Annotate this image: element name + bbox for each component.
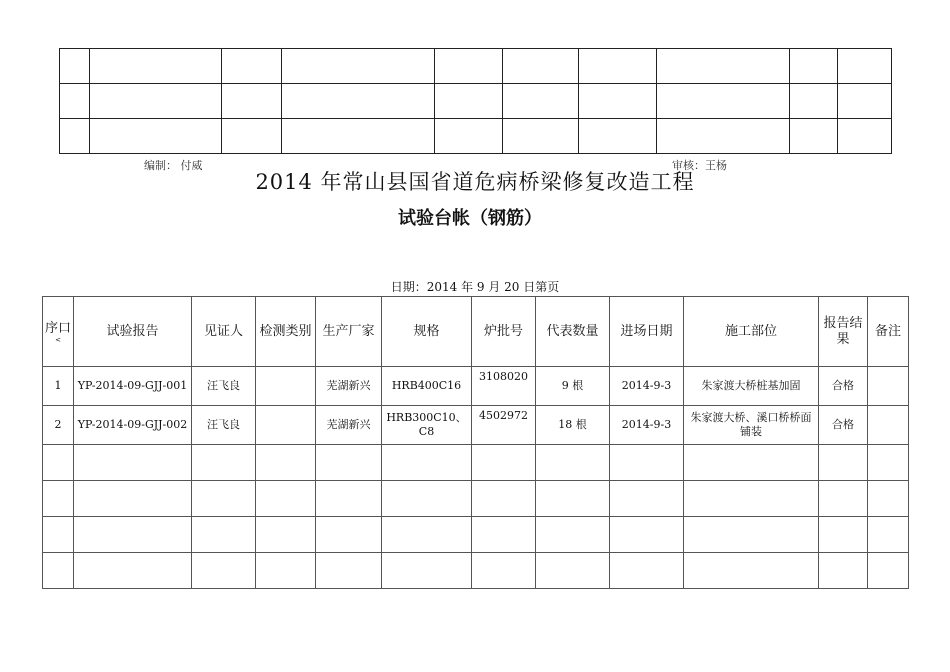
empty-cell [74, 445, 192, 481]
header-seq-mark: < [55, 335, 61, 344]
reviewer-signature: 审核：王杨 [672, 159, 727, 172]
cell-test-type [256, 367, 316, 406]
empty-cell [316, 517, 382, 553]
empty-cell [503, 84, 579, 119]
empty-cell [43, 553, 74, 589]
cell-date: 2014-9-3 [610, 367, 684, 406]
empty-cell [382, 481, 472, 517]
header-location: 施工部位 [684, 297, 819, 367]
empty-cell [610, 517, 684, 553]
empty-cell [868, 481, 909, 517]
empty-cell [472, 517, 536, 553]
empty-cell [868, 445, 909, 481]
empty-row [60, 49, 892, 84]
header-maker: 生产厂家 [316, 297, 382, 367]
empty-cell [684, 481, 819, 517]
empty-cell [838, 84, 892, 119]
empty-cell [536, 517, 610, 553]
empty-cell [282, 119, 435, 154]
empty-cell [43, 481, 74, 517]
empty-cell [192, 481, 256, 517]
empty-cell [382, 517, 472, 553]
cell-batch: 4502972 [472, 406, 536, 445]
empty-cell [610, 445, 684, 481]
cell-location: 朱家渡大桥、溪口桥桥面铺装 [684, 406, 819, 445]
document-subtitle: 试验台帐（钢筋） [398, 208, 542, 229]
top-empty-table [59, 48, 892, 154]
empty-cell [316, 481, 382, 517]
empty-row [60, 119, 892, 154]
empty-cell [43, 517, 74, 553]
empty-cell [74, 553, 192, 589]
empty-cell [60, 84, 90, 119]
empty-cell [819, 517, 868, 553]
date-line: 日期：2014 年 9 月 20 日第页 [390, 280, 560, 294]
cell-maker: 芜湖新兴 [316, 406, 382, 445]
empty-cell [74, 481, 192, 517]
cell-batch: 3108020 [472, 367, 536, 406]
empty-cell [790, 49, 838, 84]
header-spec: 规格 [382, 297, 472, 367]
header-qty: 代表数量 [536, 297, 610, 367]
cell-note [868, 367, 909, 406]
empty-cell [819, 481, 868, 517]
header-note: 备注 [868, 297, 909, 367]
cell-maker: 芜湖新兴 [316, 367, 382, 406]
table-row [43, 406, 909, 445]
empty-cell [90, 84, 222, 119]
empty-cell [382, 445, 472, 481]
empty-cell [256, 517, 316, 553]
empty-cell [684, 553, 819, 589]
empty-row [60, 84, 892, 119]
empty-cell [790, 84, 838, 119]
empty-cell [868, 517, 909, 553]
empty-cell [282, 49, 435, 84]
empty-row [43, 481, 909, 517]
empty-cell [90, 49, 222, 84]
empty-cell [610, 553, 684, 589]
empty-cell [838, 49, 892, 84]
empty-cell [192, 445, 256, 481]
compiler-signature: 编制： 付威 [144, 159, 203, 172]
empty-row [43, 445, 909, 481]
empty-cell [435, 84, 503, 119]
document-title: 2014 年常山县国省道危病桥梁修复改造工程 [255, 170, 695, 194]
cell-witness: 汪飞良 [192, 406, 256, 445]
empty-cell [536, 553, 610, 589]
empty-cell [256, 445, 316, 481]
empty-cell [256, 553, 316, 589]
empty-cell [222, 84, 282, 119]
empty-cell [579, 49, 657, 84]
cell-seq: 2 [43, 406, 74, 445]
empty-cell [536, 481, 610, 517]
empty-cell [684, 517, 819, 553]
empty-cell [90, 119, 222, 154]
empty-cell [657, 119, 790, 154]
cell-result: 合格 [819, 367, 868, 406]
header-seq-label: 序口 [45, 320, 72, 336]
cell-seq: 1 [43, 367, 74, 406]
header-seq [43, 297, 74, 367]
empty-cell [472, 445, 536, 481]
empty-cell [60, 49, 90, 84]
empty-cell [579, 84, 657, 119]
cell-qty: 18 根 [536, 406, 610, 445]
cell-result: 合格 [819, 406, 868, 445]
cell-test-type [256, 406, 316, 445]
empty-cell [790, 119, 838, 154]
empty-cell [868, 553, 909, 589]
empty-cell [819, 553, 868, 589]
empty-cell [222, 49, 282, 84]
empty-row [43, 553, 909, 589]
empty-cell [382, 553, 472, 589]
empty-cell [503, 119, 579, 154]
header-witness: 见证人 [192, 297, 256, 367]
empty-cell [435, 119, 503, 154]
empty-cell [657, 84, 790, 119]
empty-cell [282, 84, 435, 119]
empty-cell [819, 445, 868, 481]
header-report: 试验报告 [74, 297, 192, 367]
empty-cell [60, 119, 90, 154]
cell-location: 朱家渡大桥桩基加固 [684, 367, 819, 406]
empty-cell [503, 49, 579, 84]
empty-cell [657, 49, 790, 84]
empty-cell [256, 481, 316, 517]
empty-cell [192, 517, 256, 553]
cell-spec: HRB300C10、C8 [382, 406, 472, 445]
empty-cell [74, 517, 192, 553]
cell-witness: 汪飞良 [192, 367, 256, 406]
test-ledger-table [42, 296, 909, 589]
cell-qty: 9 根 [536, 367, 610, 406]
cell-spec: HRB400C16 [382, 367, 472, 406]
empty-cell [472, 481, 536, 517]
empty-cell [316, 445, 382, 481]
header-batch: 炉批号 [472, 297, 536, 367]
header-test-type: 检测类别 [256, 297, 316, 367]
table-row [43, 367, 909, 406]
empty-cell [222, 119, 282, 154]
empty-cell [536, 445, 610, 481]
empty-cell [192, 553, 256, 589]
empty-row [43, 517, 909, 553]
empty-cell [838, 119, 892, 154]
header-date: 进场日期 [610, 297, 684, 367]
empty-cell [684, 445, 819, 481]
header-result: 报告结果 [819, 297, 868, 367]
cell-date: 2014-9-3 [610, 406, 684, 445]
empty-cell [610, 481, 684, 517]
empty-cell [43, 445, 74, 481]
cell-report: YP-2014-09-GJJ-002 [74, 406, 192, 445]
cell-note [868, 406, 909, 445]
empty-cell [435, 49, 503, 84]
empty-cell [472, 553, 536, 589]
empty-cell [316, 553, 382, 589]
cell-report: YP-2014-09-GJJ-001 [74, 367, 192, 406]
table-header-row [43, 297, 909, 367]
empty-cell [579, 119, 657, 154]
